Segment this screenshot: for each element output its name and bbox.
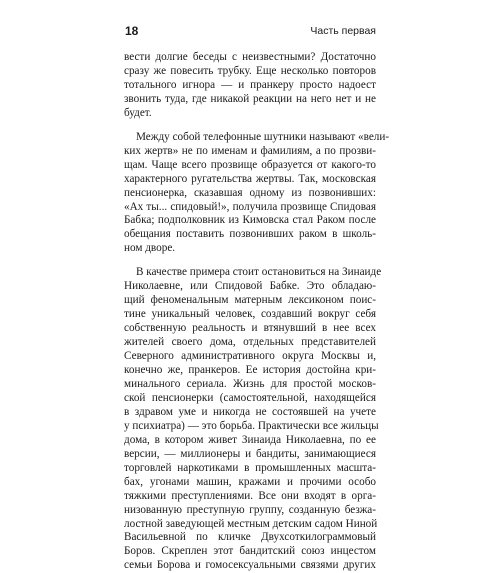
text-line: щий феноменальным матерным лексиконом поис- xyxy=(124,294,376,307)
text-line: семьи Борова и гомосексуальными связями других xyxy=(124,559,376,572)
text-line: вести долгие беседы с неизвестными? Достаточно xyxy=(124,51,376,63)
text-line: Между собой телефонные шутники называют «вели- xyxy=(136,130,390,143)
text-line: дома, в котором живет Зинаида Николаевна, по ее xyxy=(124,433,376,446)
text-line: лостной заведующей местным детским садом Ниной xyxy=(124,517,378,530)
text-line: ном дворе. xyxy=(124,242,176,255)
text-line: будет. xyxy=(124,106,152,119)
text-line: Северного административного округа Москвы и, xyxy=(124,350,376,363)
text-line: Бабка; подполковник из Кимовска стал Раком после xyxy=(124,214,376,227)
text-line: конечно же, пранкеров. Ее история достойна кри- xyxy=(124,364,376,377)
paragraph-1 xyxy=(124,51,376,121)
text-line: щам. Чаще всего прозвище образуется от какого-то xyxy=(124,158,376,171)
body-text xyxy=(124,51,390,573)
text-line: торговлей наркотиками в промышленных масшта- xyxy=(124,461,376,474)
text-line: Васильевной по кличке Двухсоткилограммовый xyxy=(124,531,376,544)
text-line: версии, — миллионеры и бандиты, занимающиеся xyxy=(124,447,376,460)
text-line: минального сериала. Жизнь для простой москов- xyxy=(124,377,376,390)
paragraph-3 xyxy=(124,266,382,573)
text-line: Боров. Скреплен этот бандитский союз инцестом xyxy=(124,545,376,558)
text-line: ской пенсионерки (самостоятельной, находящейся xyxy=(124,391,376,404)
text-line: низованную преступную группу, созданную безжа- xyxy=(124,503,376,516)
text-line: ких жертв» не по именам и фамилиям, а по прозви- xyxy=(124,144,376,157)
text-line: звонить туда, где никакой реакции на него нет и не xyxy=(124,92,376,105)
text-line: сразу же повесить трубку. Еще несколько повторов xyxy=(124,64,376,77)
text-line: характерного ругательства жертвы. Так, московская xyxy=(124,172,376,185)
text-line: у психиатра) — это борьба. Практически все жильцы xyxy=(124,419,379,432)
text-line: собственную реальность и втянувший в нее всех xyxy=(124,322,376,335)
text-line: пенсионерка, сказавшая одному из позвонивших: xyxy=(124,186,376,199)
text-line: в здравом уме и никогда не состоявшей на учете xyxy=(124,405,376,418)
text-line: тине уникальный человек, создавший вокруг себя xyxy=(124,308,376,321)
text-line: тяжкими преступлениями. Все они входят в орга- xyxy=(124,489,376,502)
text-line: обещания поставить позвонивших раком в школь- xyxy=(124,228,376,241)
text-line: бах, угонами машин, кражами и прочими особо xyxy=(124,475,376,488)
paragraph-2 xyxy=(124,130,390,257)
text-line: В качестве примера стоит остановиться на Зинаиде xyxy=(136,266,382,279)
running-head: Часть первая xyxy=(310,25,376,37)
text-line: Николаевне, или Спидовой Бабке. Это обладаю- xyxy=(124,280,376,293)
text-line: «Ах ты... спидовый!», получила прозвище Спидовая xyxy=(124,200,376,213)
page-number: 18 xyxy=(125,24,139,38)
text-line: жителей своего дома, отдельных представителей xyxy=(124,336,376,349)
text-line: тотального игнора — и пранкеру просто надоест xyxy=(124,78,376,91)
